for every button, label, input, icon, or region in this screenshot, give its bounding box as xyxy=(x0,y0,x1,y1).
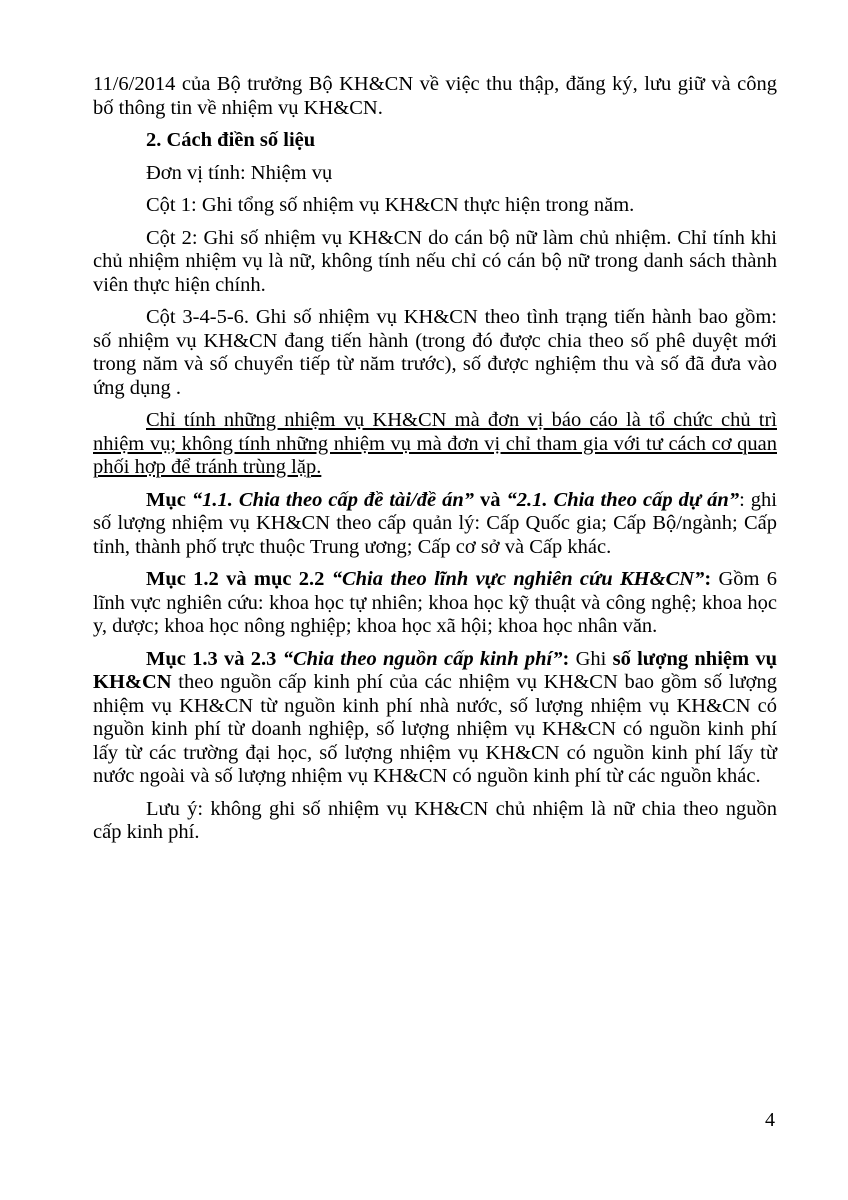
section-heading xyxy=(93,129,777,153)
document-body xyxy=(93,73,777,854)
paragraph-muc-13-23 xyxy=(93,648,777,789)
paragraph-muc-12-22 xyxy=(93,568,777,639)
text-run: Chỉ tính những nhiệm vụ KH&CN mà đơn vị báo cáo là tổ chức chủ trì nhiệm vụ; không tính những nhiệm vụ mà đơn vị chỉ tham gia với tư cách cơ quan phối hợp để tránh trùng lặp. xyxy=(93,409,777,478)
text-run: 11/6/2014 của Bộ trưởng Bộ KH&CN về việc thu thập, đăng ký, lưu giữ và công bố thông tin về nhiệm vụ KH&CN. xyxy=(93,73,777,119)
paragraph-unit xyxy=(93,162,777,186)
paragraph-luu-y xyxy=(93,798,777,845)
paragraph-col2 xyxy=(93,227,777,298)
text-run: : ghi số lượng nhiệm vụ KH&CN theo cấp quản lý: Cấp Quốc gia; Cấp Bộ/ngành; Cấp tỉnh, thành phố trực thuộc Trung ương; Cấp cơ sở và Cấp khác. xyxy=(93,488,777,558)
text-run: Cột 2: Ghi số nhiệm vụ KH&CN do cán bộ nữ làm chủ nhiệm. Chỉ tính khi chủ nhiệm nhiệm vụ là nữ, không tính nếu chỉ có cán bộ nữ trong danh sách thành viên thực hiện chính. xyxy=(93,226,777,296)
text-run: Cột 1: Ghi tổng số nhiệm vụ KH&CN thực hiện trong năm. xyxy=(146,194,635,216)
text-run: theo nguồn cấp kinh phí của các nhiệm vụ KH&CN bao gồm số lượng nhiệm vụ KH&CN từ nguồn kinh phí nhà nước, số lượng nhiệm vụ KH&CN có nguồn kinh phí từ doanh nghiệp, số lượng nhiệm vụ KH&CN có nguồn kinh phí lấy từ các trường đại học, số lượng nhiệm vụ KH&CN có nguồn kinh phí lấy từ nước ngoài và số lượng nhiệm vụ KH&CN có nguồn kinh phí từ các nguồn khác. xyxy=(93,671,777,787)
text-run: Gồm 6 lĩnh vực nghiên cứu: khoa học tự nhiên; khoa học kỹ thuật và công nghệ; khoa học y, dược; khoa học nông nghiệp; khoa học xã hội; khoa học nhân văn. xyxy=(93,568,778,637)
paragraph-col3456 xyxy=(93,306,777,400)
text-run: Mục 1.2 và mục 2.2 xyxy=(146,568,332,590)
text-run: Ghi xyxy=(569,647,613,670)
text-run: : xyxy=(562,647,570,670)
text-run: số lượng nhiệm vụ KH&CN xyxy=(93,647,777,693)
text-run: “Chia theo lĩnh vực nghiên cứu KH&CN” xyxy=(331,568,705,590)
paragraph-col1 xyxy=(93,194,777,218)
text-run: : xyxy=(704,568,712,590)
text-run: Đơn vị tính: Nhiệm vụ xyxy=(146,161,333,184)
text-run: Cột 3-4-5-6. Ghi số nhiệm vụ KH&CN theo tình trạng tiến hành bao gồm: số nhiệm vụ KH&CN đang tiến hành (trong đó được chia theo số phê duyệt mới trong năm và số chuyển tiếp từ năm trước), số được nghiệm thu và số đã đưa vào ứng dụng . xyxy=(93,306,777,399)
paragraph-note-underlined xyxy=(93,409,777,480)
text-run: Mục xyxy=(146,488,192,511)
text-run: 2. Cách điền số liệu xyxy=(146,129,316,151)
text-run: “2.1. Chia theo cấp dự án” xyxy=(506,488,740,511)
text-run: Lưu ý: không ghi số nhiệm vụ KH&CN chủ nhiệm là nữ chia theo nguồn cấp kinh phí. xyxy=(93,797,777,843)
paragraph-muc-11-21 xyxy=(93,489,777,560)
text-run: “1.1. Chia theo cấp đề tài/đề án” xyxy=(191,488,474,511)
text-run: Mục 1.3 và 2.3 xyxy=(146,647,283,670)
paragraph-continuation xyxy=(93,73,777,120)
page-number: 4 xyxy=(765,1109,775,1131)
text-run: và xyxy=(473,488,507,511)
text-run: “Chia theo nguồn cấp kinh phí” xyxy=(282,647,563,670)
